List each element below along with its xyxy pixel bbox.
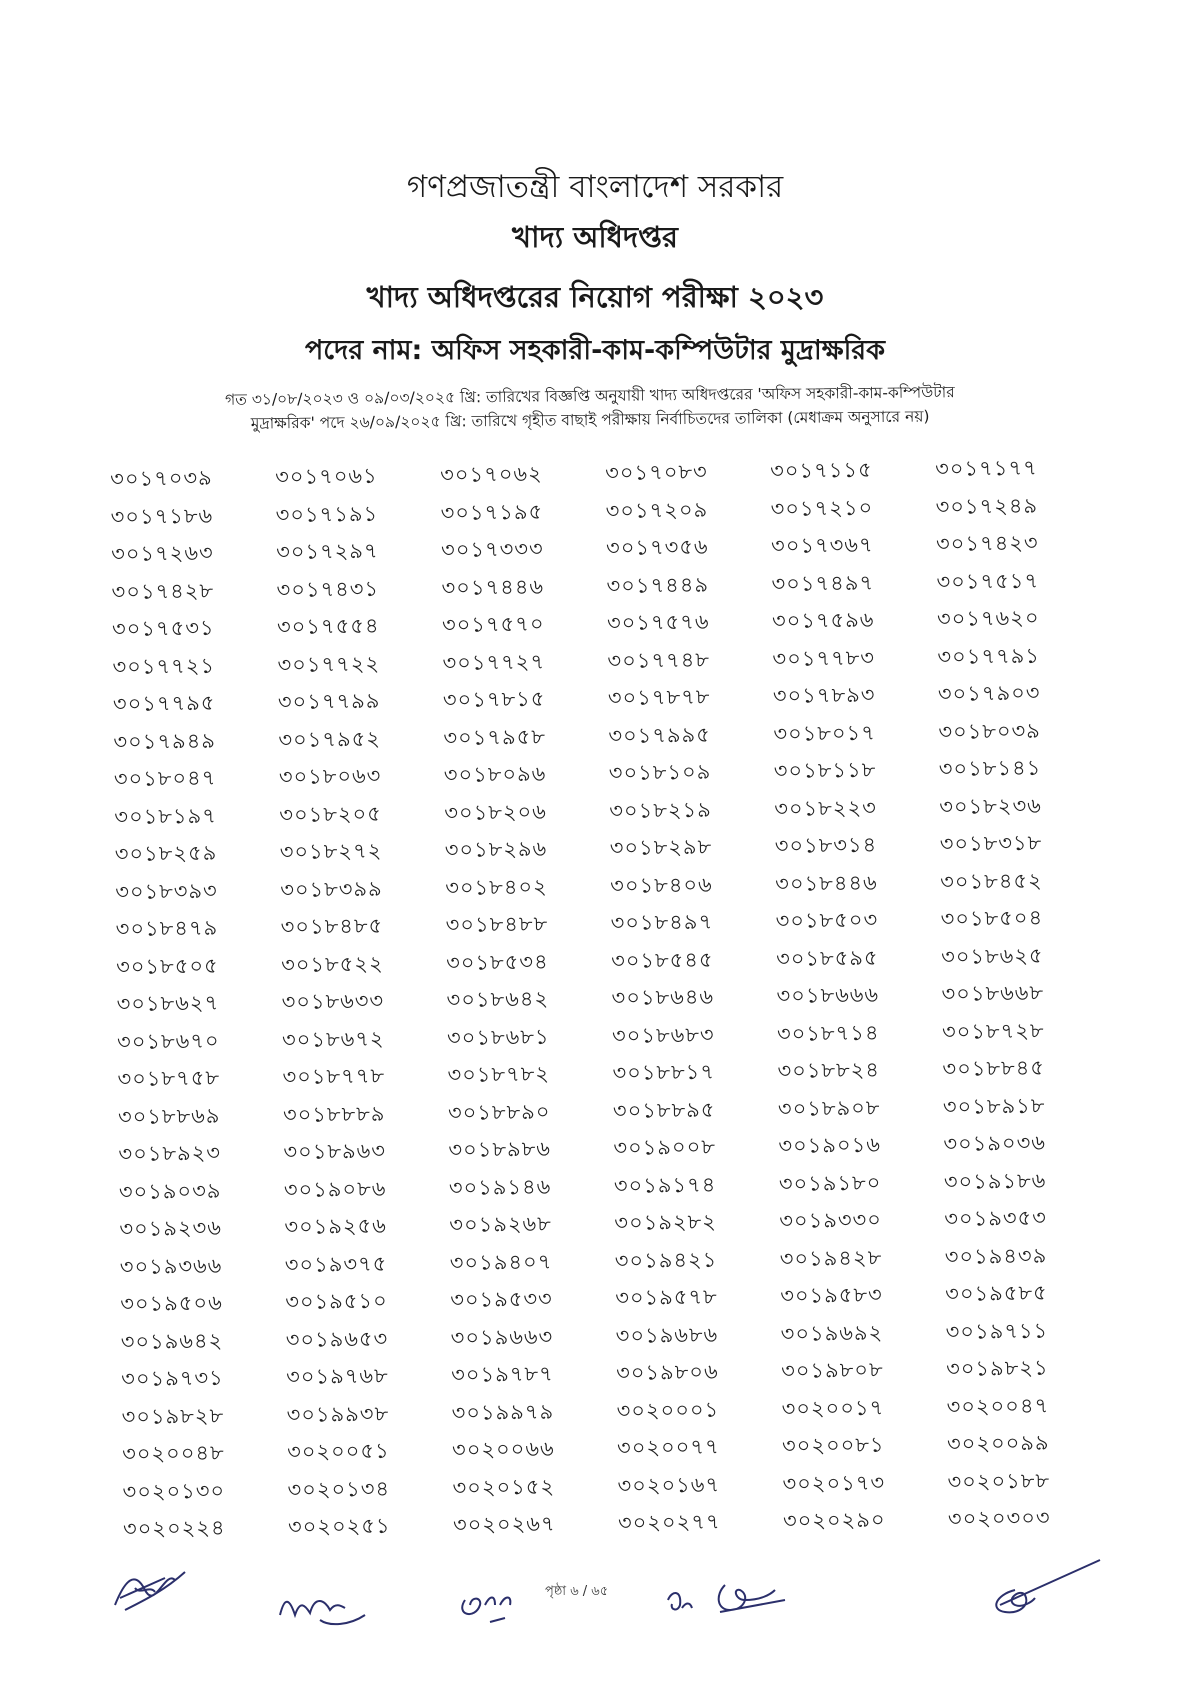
roll-number-cell: ৩০১৯২৫৬ [284,1213,388,1240]
roll-number-cell: ৩০১৯৯৭৯ [451,1399,555,1425]
roll-number-cell: ৩০১৯৫০৬ [120,1290,223,1317]
roll-number-cell: ৩০১৮০৪৭ [113,765,217,792]
roll-number-cell: ৩০১৭৫৭০ [441,611,545,638]
roll-number-cell: ৩০২০২৫১ [287,1513,391,1540]
roll-number-cell: ৩০১৭৪৪৯ [606,572,710,598]
roll-number-cell: ৩০১৯৭৮৭ [451,1361,554,1388]
roll-number-cell: ৩০২০১৫২ [452,1474,556,1500]
roll-number-cell: ৩০২০১৮৮ [947,1468,1051,1494]
roll-number-cell: ৩০১৭৭৪৮ [607,647,711,673]
roll-number-cell: ৩০১৯৮২১ [945,1355,1049,1382]
roll-number-cell: ৩০১৮২৭২ [279,838,383,865]
notice-text [110,379,1070,437]
roll-number-cell: ৩০১৮১০৯ [608,759,712,786]
roll-number-cell: ৩০১৮৬৭২ [281,1026,385,1052]
roll-number-cell: ৩০১৮৪৮৮ [445,911,549,938]
roll-number-cell: ৩০১৮০১৭ [773,720,877,746]
roll-number-cell: ৩০১৮৮৬৯ [117,1103,221,1129]
roll-number-cell: ৩০১৭০৩৯ [110,465,213,492]
roll-number-cell: ৩০২০০৪৭ [946,1393,1050,1419]
roll-number-cell: ৩০১৮৬২৭ [116,990,220,1017]
roll-number-cell: ৩০১৮৮১৭ [612,1059,716,1086]
roll-number-cell: ৩০১৮২০৫ [279,801,382,827]
roll-number-cell: ৩০১৮৭৮২ [447,1061,551,1088]
roll-number-cell: ৩০১৮৭৫৮ [117,1065,221,1092]
roll-number-cell: ৩০২০১৩০ [122,1478,226,1504]
roll-number-cell: ৩০১৮২২৩ [774,795,877,821]
roll-number-cell: ৩০১৭৮১৫ [442,686,546,713]
roll-number-cell: ৩০১৭৭৯৯ [277,688,381,715]
roll-number-cell: ৩০১৮৪৮৫ [280,913,384,940]
roll-number-cell: ৩০১৯৩৭৫ [284,1251,388,1277]
roll-number-cell: ৩০১৮৫০৫ [116,953,219,979]
roll-number-cell: ৩০১৯৮২৮ [121,1403,225,1429]
notice-line-2: মুদ্রাক্ষরিক' পদে ২৬/০৯/২০২৫ খ্রি: তারিখে গৃহীত বাছাই পরীক্ষায় নির্বাচিতদের তালিকা (মেধাক্রম অনুসারে নয়) [250,407,930,433]
signature-1 [105,1560,195,1620]
roll-number-cell: ৩০১৭৯৫৮ [443,724,547,750]
roll-number-cell: ৩০১৮৩১৮ [939,830,1043,857]
roll-number-cell: ৩০১৭৮৭৮ [607,684,711,711]
roll-number-cell: ৩০১৮৫৪৫ [610,947,714,973]
notice-line-1: গত ৩১/০৮/২০২৩ ও ০৯/০৩/২০২৫ খ্রি: তারিখের বিজ্ঞপ্তি অনুযায়ী খাদ্য অধিদপ্তরের 'অফিস সহকারী-কাম-কম্পিউটার [224,383,955,409]
roll-number-cell: ৩০১৮৭৭৮ [282,1063,386,1090]
roll-number-cell: ৩০১৮২০৬ [444,799,547,825]
roll-number-cell: ৩০১৯১৭৪ [613,1172,717,1198]
roll-number-cell: ৩০১৮৬৮৩ [611,1022,715,1048]
roll-number-cell: ৩০১৯১৪৬ [448,1174,552,1200]
roll-number-cell: ৩০১৮৮৯০ [447,1099,551,1125]
roll-number-cell: ৩০১৭৯০৩ [937,680,1041,707]
roll-number-cell: ৩০১৭৪২৮ [111,578,215,604]
roll-number-cell: ৩০১৯৫১০ [285,1288,388,1315]
roll-number-cell: ৩০১৮৬৪২ [446,986,550,1013]
roll-number-cell: ৩০২০২২৪ [122,1515,226,1542]
roll-number-cell: ৩০১৭২৯৭ [275,538,379,565]
roll-number-cell: ৩০১৮৬৪৬ [611,984,715,1011]
roll-number-cell: ৩০২০৩০৩ [947,1505,1051,1532]
post-title: পদের নাম: অফিস সহকারী-কাম-কম্পিউটার মুদ্রাক্ষরিক [304,335,886,366]
roll-number-cell: ৩০১৮৯৬৩ [283,1138,387,1165]
roll-number-cell: ৩০১৮১৪১ [938,755,1042,782]
roll-number-cell: ৩০২০০৬৬ [451,1436,555,1463]
roll-number-cell: ৩০১৯০১৬ [778,1132,882,1159]
roll-number-cell: ৩০১৯৫৭৮ [615,1284,718,1311]
roll-number-cell: ৩০১৭৬২০ [936,605,1040,632]
roll-number-cell: ৩০১৮৮৯৫ [612,1097,716,1123]
roll-number-cell: ৩০১৭১১৫ [770,457,873,484]
roll-number-cell: ৩০২০২৯০ [782,1507,886,1534]
roll-number-cell: ৩০১৭৫৯৬ [771,607,875,634]
roll-number-cell: ৩০১৮৬৭০ [116,1028,220,1054]
roll-number-cell: ৩০১৮৫০৩ [775,907,879,934]
roll-number-cell: ৩০১৯৫৮৩ [780,1282,883,1309]
roll-number-cell: ৩০১৯৭৬৮ [286,1363,389,1390]
roll-number-cell: ৩০১৮৩১৪ [774,832,878,859]
roll-number-cell: ৩০১৯১৮৬ [943,1168,1047,1194]
roll-number-cell: ৩০১৯৩৫৩ [944,1205,1047,1232]
roll-number-cell: ৩০১৭০৬১ [275,463,378,490]
roll-number-cell: ৩০২০০৮১ [781,1432,885,1459]
roll-number-cell: ৩০১৯৯৩৮ [286,1401,390,1427]
signature-5 [705,1570,795,1625]
roll-number-cell: ৩০১৮৬৩৩ [281,988,385,1015]
roll-number-cell: ৩০১৯২৩৬ [119,1215,223,1242]
roll-number-cell: ৩০১৭৭৮৩ [772,645,876,671]
roll-number-cell: ৩০১৮২১৯ [609,797,712,823]
roll-number-cell: ৩০১৮৯০৮ [777,1095,881,1121]
roll-number-cell: ৩০১৮৪০২ [445,874,548,900]
roll-number-cell: ৩০১৯৩৩০ [779,1207,882,1234]
roll-number-cell: ৩০১৭৪৩১ [276,576,380,602]
roll-number-cell: ৩০১৭৭২২ [277,651,381,677]
roll-number-cell: ৩০১৯৫৩৩ [450,1286,553,1313]
roll-number-cell: ৩০১৯৪২৮ [779,1245,883,1271]
roll-number-cell: ৩০২০২৭৭ [617,1509,721,1536]
roll-number-cell: ৩০১৮৪০৬ [610,872,713,898]
roll-number-cell: ৩০১৮৫২২ [281,951,384,977]
roll-number-cell: ৩০১৮০৯৬ [443,761,547,788]
roll-number-cell: ৩০১৯৬৮৬ [615,1322,719,1348]
roll-number-cell: ৩০১৭৫৫৪ [276,613,380,640]
roll-number-cell: ৩০১৯২৮২ [614,1209,717,1236]
roll-number-cell: ৩০১৭৭২৭ [442,649,546,675]
roll-number-cell: ৩০১৮৭১৪ [776,1020,880,1046]
roll-number-cell: ৩০১৮১৯৭ [114,803,217,829]
roll-number-cell: ৩০১৯৮০৮ [781,1357,884,1384]
signature-3 [450,1570,540,1630]
roll-number-cell: ৩০১৮৪৪৬ [775,870,878,896]
roll-number-cell: ৩০১৮৮৮৯ [282,1101,386,1127]
roll-number-cell: ৩০২০১৩৪ [287,1476,391,1502]
roll-number-cell: ৩০১৭৫৩১ [111,615,215,642]
roll-number-cell: ৩০১৮০৬৩ [278,763,382,790]
roll-number-cell: ৩০১৭২৪৯ [935,493,1039,519]
roll-number-cell: ৩০১৯৮০৬ [616,1359,719,1386]
signature-6 [960,1550,1110,1630]
roll-number-cell: ৩০১৭৩৩৩ [440,536,544,563]
roll-number-cell: ৩০২০১৬৭ [617,1472,721,1498]
roll-number-cell: ৩০১৯০০৮ [613,1134,717,1161]
roll-number-cell: ৩০২০০৯৯ [946,1430,1050,1457]
roll-number-cell: ৩০১৮৪৫২ [940,868,1043,894]
roll-number-cell: ৩০১৯২৬৮ [449,1211,552,1238]
roll-number-cell: ৩০১৭১৭৭ [935,455,1038,482]
roll-number-cell: ৩০১৯৪৩৯ [944,1243,1048,1269]
page-number: পৃষ্ঠা ৬ / ৬৫ [545,1584,609,1599]
roll-number-cell: ৩০১৮৬৬৮ [941,980,1045,1007]
roll-number-cell: ৩০১৭৮৯৩ [772,682,876,709]
roll-number-cell: ৩০১৭২১০ [770,495,874,521]
roll-number-cell: ৩০২০০৭৭ [616,1434,720,1461]
roll-number-cell: ৩০১৭০৬২ [440,461,543,488]
roll-number-cell: ৩০১৯৬৬৩ [450,1324,554,1350]
signature-4 [660,1580,700,1620]
roll-number-cell: ৩০১৭২০৯ [605,497,709,523]
roll-number-cell: ৩০১৭১৯১ [275,501,379,527]
roll-number-cell: ৩০১৯৬৯২ [780,1320,884,1346]
roll-number-cell: ৩০১৭৯৪৯ [113,728,217,754]
roll-number-cell: ৩০২০২৬৭ [452,1511,556,1538]
roll-number-cell: ৩০১৯৭৩১ [121,1365,224,1392]
roll-number-cell: ৩০১৭২৬৩ [110,540,214,567]
roll-number-cell: ৩০১৭১৮৬ [110,503,214,529]
roll-number-cell: ৩০১৭৭৯৫ [112,690,216,717]
roll-number-cell: ৩০১৮৯৮৬ [448,1136,552,1163]
roll-number-cell: ৩০১৮৪৭৯ [115,915,219,942]
exam-title: খাদ্য অধিদপ্তরের নিয়োগ পরীক্ষা ২০২৩ [366,280,824,314]
roll-number-cell: ৩০১৯১৮০ [778,1170,882,1196]
roll-number-cell: ৩০১৮২৩৬ [939,793,1042,819]
signature-2 [270,1575,380,1635]
roll-number-cell: ৩০১৭৩৬৭ [770,532,874,559]
roll-number-cell: ৩০১৮৮৪৫ [942,1055,1046,1082]
roll-number-cell: ৩০১৮৫০৪ [940,905,1044,932]
roll-number-cell: ৩০১৮৬২৫ [940,943,1044,969]
department-title: খাদ্য অধিদপ্তর [512,220,678,254]
document-header [0,165,1190,371]
roll-number-cell: ৩০১৭৭৯১ [937,643,1041,669]
roll-number-cell: ৩০১৮৬৮১ [446,1024,550,1050]
roll-number-cell: ৩০১৭০৮৩ [605,459,708,486]
roll-number-cell: ৩০২০০১৭ [781,1395,885,1421]
roll-number-cell: ৩০১৮৯১৮ [942,1093,1046,1119]
roll-number-cell: ৩০১৭৩৫৬ [605,534,709,561]
roll-number-cell: ৩০১৮৮২৪ [777,1057,881,1084]
roll-number-cell: ৩০১৭৯৫২ [278,726,382,752]
roll-number-grid [110,450,1113,1550]
roll-number-cell: ৩০১৮৪৯৭ [610,909,714,936]
roll-number-cell: ৩০১৮২৯৮ [609,834,713,861]
roll-number-cell: ৩০১৮৩৯৩ [115,878,218,904]
roll-number-cell: ৩০১৮৫৩৪ [445,949,549,975]
roll-number-cell: ৩০১৮২৫৯ [114,840,218,867]
roll-number-cell: ৩০১৯০৩৬ [943,1130,1047,1157]
roll-number-cell: ৩০২০১৭৩ [782,1470,886,1496]
roll-number-cell: ৩০১৮৯২৩ [118,1140,222,1167]
roll-number-cell: ৩০১৭৭২১ [112,653,216,679]
roll-number-cell: ৩০১৮৫৯৫ [775,945,879,971]
roll-number-cell: ৩০১৮৬৬৬ [776,982,880,1009]
roll-number-cell: ৩০২০০৫১ [286,1438,390,1465]
roll-number-cell: ৩০১৯৭১১ [945,1318,1049,1344]
roll-number-cell: ৩০১৯৪২১ [614,1247,718,1273]
roll-number-cell: ৩০১৯৫৮৫ [945,1280,1048,1307]
roll-number-cell: ৩০১৭৪২৩ [935,530,1039,557]
roll-number-cell: ৩০১৮৭২৮ [941,1018,1045,1044]
roll-number-cell: ৩০২০০৪৮ [121,1440,225,1467]
roll-number-cell: ৩০২০০০১ [616,1397,720,1423]
roll-number-cell: ৩০১৯৩৬৬ [119,1253,223,1279]
roll-number-cell: ৩০১৭৪৪৬ [441,574,545,600]
roll-number-cell: ৩০১৮০৩৯ [938,718,1041,744]
roll-number-cell: ৩০১৯০৩৯ [118,1178,222,1204]
roll-number-cell: ৩০১৮১১৮ [773,757,877,784]
roll-number-cell: ৩০১৭৪৯৭ [771,570,875,596]
roll-number-cell: ৩০১৯৪০৭ [449,1249,553,1275]
roll-number-cell: ৩০১৭৫১৭ [936,568,1040,594]
roll-number-cell: ৩০১৭৯৯৫ [608,722,712,748]
roll-number-cell: ৩০১৭৫৭৬ [606,609,710,636]
government-title: গণপ্রজাতন্ত্রী বাংলাদেশ সরকার [406,169,784,205]
roll-number-cell: ৩০১৮৩৯৯ [280,876,383,902]
roll-number-cell: ৩০১৯৬৪২ [120,1328,224,1354]
roll-number-cell: ৩০১৯৬৫৩ [285,1326,389,1352]
roll-number-cell: ৩০১৭১৯৫ [440,499,544,525]
signature-footer [0,1570,1190,1670]
roll-number-cell: ৩০১৮২৯৬ [444,836,548,863]
roll-number-cell: ৩০১৯০৮৬ [283,1176,387,1202]
